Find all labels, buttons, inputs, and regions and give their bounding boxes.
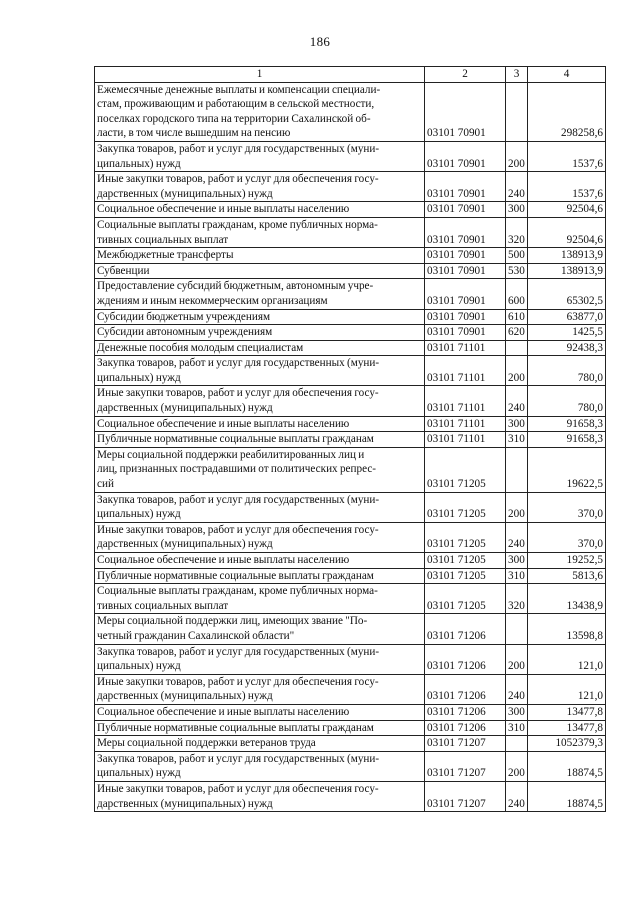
row-amount-cell: 63877,0 (528, 309, 606, 325)
row-expense-type-cell: 200 (506, 492, 528, 522)
row-name-cell: Иные закупки товаров, работ и услуг для обеспечения госу- дарственных (муниципальных) нужд (95, 674, 425, 704)
table-row (95, 492, 606, 522)
table-row (95, 141, 606, 171)
row-name-cell: Социальные выплаты гражданам, кроме публичных норма- тивных социальных выплат (95, 584, 425, 614)
table-row (95, 751, 606, 781)
row-code-cell: 03101 71207 (425, 736, 506, 752)
row-code-cell: 03101 71205 (425, 447, 506, 492)
page-number: 186 (309, 34, 331, 49)
row-expense-type-cell: 200 (506, 141, 528, 171)
row-name-cell: Меры социальной поддержки лиц, имеющих звание "По- четный гражданин Сахалинской области" (95, 614, 425, 644)
row-name-cell: Иные закупки товаров, работ и услуг для обеспечения госу- дарственных (муниципальных) нужд (95, 172, 425, 202)
row-expense-type-cell: 600 (506, 279, 528, 309)
row-code-cell: 03101 70901 (425, 309, 506, 325)
row-name-cell: Социальное обеспечение и иные выплаты населению (95, 704, 425, 720)
row-expense-type-cell (506, 736, 528, 752)
row-amount-cell: 92438,3 (528, 340, 606, 356)
row-name-cell: Меры социальной поддержки реабилитированных лиц и лиц, признанных пострадавшими от политических репрес- сий (95, 447, 425, 492)
table-row (95, 447, 606, 492)
table-row (95, 325, 606, 341)
row-amount-cell: 298258,6 (528, 82, 606, 141)
row-name-cell: Субсидии бюджетным учреждениям (95, 309, 425, 325)
row-expense-type-cell: 240 (506, 172, 528, 202)
table-row (95, 356, 606, 386)
table-row (95, 674, 606, 704)
row-code-cell: 03101 70901 (425, 141, 506, 171)
row-code-cell: 03101 71205 (425, 568, 506, 584)
row-code-cell: 03101 71205 (425, 584, 506, 614)
row-amount-cell: 780,0 (528, 386, 606, 416)
budget-table (94, 66, 606, 812)
row-code-cell: 03101 71206 (425, 614, 506, 644)
row-amount-cell: 370,0 (528, 522, 606, 552)
row-expense-type-cell: 300 (506, 553, 528, 569)
table-row (95, 781, 606, 811)
table-row (95, 386, 606, 416)
table-row (95, 263, 606, 279)
table-row (95, 584, 606, 614)
table-row (95, 416, 606, 432)
table-row (95, 217, 606, 247)
row-expense-type-cell: 200 (506, 356, 528, 386)
row-amount-cell: 19252,5 (528, 553, 606, 569)
row-code-cell: 03101 71205 (425, 522, 506, 552)
row-amount-cell: 138913,9 (528, 263, 606, 279)
row-amount-cell: 91658,3 (528, 416, 606, 432)
row-amount-cell: 1537,6 (528, 172, 606, 202)
row-amount-cell: 18874,5 (528, 781, 606, 811)
row-amount-cell: 370,0 (528, 492, 606, 522)
row-amount-cell: 13598,8 (528, 614, 606, 644)
table-row (95, 279, 606, 309)
row-name-cell: Социальные выплаты гражданам, кроме публичных норма- тивных социальных выплат (95, 217, 425, 247)
table-row (95, 340, 606, 356)
row-code-cell: 03101 71101 (425, 432, 506, 448)
row-expense-type-cell: 300 (506, 202, 528, 218)
row-amount-cell: 1537,6 (528, 141, 606, 171)
table-row (95, 614, 606, 644)
row-expense-type-cell: 320 (506, 217, 528, 247)
row-name-cell: Закупка товаров, работ и услуг для государственных (муни- ципальных) нужд (95, 141, 425, 171)
row-name-cell: Ежемесячные денежные выплаты и компенсации специали- стам, проживающим и работающим в сельской местности, поселках городского типа на территории Сахалинской об- ласти, в том числе вышедшим на пенсию (95, 82, 425, 141)
row-amount-cell: 780,0 (528, 356, 606, 386)
row-expense-type-cell: 530 (506, 263, 528, 279)
row-name-cell: Закупка товаров, работ и услуг для государственных (муни- ципальных) нужд (95, 751, 425, 781)
row-name-cell: Социальное обеспечение и иные выплаты населению (95, 416, 425, 432)
row-expense-type-cell (506, 82, 528, 141)
row-name-cell: Социальное обеспечение и иные выплаты населению (95, 202, 425, 218)
row-code-cell: 03101 71205 (425, 492, 506, 522)
row-code-cell: 03101 71101 (425, 356, 506, 386)
row-expense-type-cell (506, 340, 528, 356)
row-expense-type-cell (506, 614, 528, 644)
table-row (95, 248, 606, 264)
row-expense-type-cell: 200 (506, 751, 528, 781)
row-code-cell: 03101 71101 (425, 340, 506, 356)
column-header-name: 1 (95, 67, 425, 83)
row-expense-type-cell: 240 (506, 386, 528, 416)
row-code-cell: 03101 71101 (425, 416, 506, 432)
row-amount-cell: 18874,5 (528, 751, 606, 781)
row-code-cell: 03101 70901 (425, 263, 506, 279)
row-amount-cell: 19622,5 (528, 447, 606, 492)
row-amount-cell: 1425,5 (528, 325, 606, 341)
row-code-cell: 03101 70901 (425, 172, 506, 202)
table-row (95, 553, 606, 569)
row-code-cell: 03101 71206 (425, 644, 506, 674)
row-expense-type-cell: 240 (506, 522, 528, 552)
row-amount-cell: 5813,6 (528, 568, 606, 584)
row-name-cell: Закупка товаров, работ и услуг для государственных (муни- ципальных) нужд (95, 492, 425, 522)
table-row (95, 82, 606, 141)
row-code-cell: 03101 70901 (425, 279, 506, 309)
row-code-cell: 03101 70901 (425, 325, 506, 341)
row-amount-cell: 65302,5 (528, 279, 606, 309)
row-name-cell: Иные закупки товаров, работ и услуг для обеспечения госу- дарственных (муниципальных) нужд (95, 386, 425, 416)
row-name-cell: Иные закупки товаров, работ и услуг для обеспечения госу- дарственных (муниципальных) нужд (95, 781, 425, 811)
table-row (95, 522, 606, 552)
table-row (95, 432, 606, 448)
row-expense-type-cell: 610 (506, 309, 528, 325)
column-header-amount: 4 (528, 67, 606, 83)
row-expense-type-cell: 320 (506, 584, 528, 614)
row-code-cell: 03101 71207 (425, 751, 506, 781)
row-code-cell: 03101 70901 (425, 248, 506, 264)
row-amount-cell: 92504,6 (528, 202, 606, 218)
row-expense-type-cell: 300 (506, 416, 528, 432)
row-name-cell: Межбюджетные трансферты (95, 248, 425, 264)
row-code-cell: 03101 70901 (425, 82, 506, 141)
row-name-cell: Социальное обеспечение и иные выплаты населению (95, 553, 425, 569)
table-row (95, 309, 606, 325)
table-row (95, 644, 606, 674)
row-code-cell: 03101 71206 (425, 720, 506, 736)
table-row (95, 202, 606, 218)
row-name-cell: Закупка товаров, работ и услуг для государственных (муни- ципальных) нужд (95, 356, 425, 386)
row-name-cell: Субсидии автономным учреждениям (95, 325, 425, 341)
table-row (95, 568, 606, 584)
header-row (95, 67, 606, 83)
row-amount-cell: 13477,8 (528, 720, 606, 736)
row-amount-cell: 92504,6 (528, 217, 606, 247)
row-name-cell: Иные закупки товаров, работ и услуг для обеспечения госу- дарственных (муниципальных) нужд (95, 522, 425, 552)
row-name-cell: Субвенции (95, 263, 425, 279)
column-header-code: 2 (425, 67, 506, 83)
row-code-cell: 03101 71101 (425, 386, 506, 416)
row-name-cell: Меры социальной поддержки ветеранов труда (95, 736, 425, 752)
row-name-cell: Денежные пособия молодым специалистам (95, 340, 425, 356)
row-code-cell: 03101 71207 (425, 781, 506, 811)
row-expense-type-cell: 240 (506, 781, 528, 811)
column-header-expense-type: 3 (506, 67, 528, 83)
row-name-cell: Публичные нормативные социальные выплаты гражданам (95, 432, 425, 448)
row-name-cell: Публичные нормативные социальные выплаты гражданам (95, 720, 425, 736)
row-name-cell: Публичные нормативные социальные выплаты гражданам (95, 568, 425, 584)
row-code-cell: 03101 71205 (425, 553, 506, 569)
row-amount-cell: 13438,9 (528, 584, 606, 614)
row-amount-cell: 121,0 (528, 644, 606, 674)
row-amount-cell: 91658,3 (528, 432, 606, 448)
row-amount-cell: 1052379,3 (528, 736, 606, 752)
row-expense-type-cell: 240 (506, 674, 528, 704)
row-expense-type-cell: 200 (506, 644, 528, 674)
row-name-cell: Предоставление субсидий бюджетным, автономным учре- ждениям и иным некоммерческим организациям (95, 279, 425, 309)
row-expense-type-cell: 310 (506, 720, 528, 736)
row-expense-type-cell: 500 (506, 248, 528, 264)
table-row (95, 704, 606, 720)
row-amount-cell: 13477,8 (528, 704, 606, 720)
table-row (95, 720, 606, 736)
row-code-cell: 03101 71206 (425, 704, 506, 720)
row-code-cell: 03101 71206 (425, 674, 506, 704)
row-expense-type-cell: 310 (506, 432, 528, 448)
row-code-cell: 03101 70901 (425, 202, 506, 218)
row-expense-type-cell (506, 447, 528, 492)
table-row (95, 736, 606, 752)
row-amount-cell: 138913,9 (528, 248, 606, 264)
row-amount-cell: 121,0 (528, 674, 606, 704)
row-code-cell: 03101 70901 (425, 217, 506, 247)
row-name-cell: Закупка товаров, работ и услуг для государственных (муни- ципальных) нужд (95, 644, 425, 674)
row-expense-type-cell: 310 (506, 568, 528, 584)
row-expense-type-cell: 300 (506, 704, 528, 720)
table-row (95, 172, 606, 202)
row-expense-type-cell: 620 (506, 325, 528, 341)
